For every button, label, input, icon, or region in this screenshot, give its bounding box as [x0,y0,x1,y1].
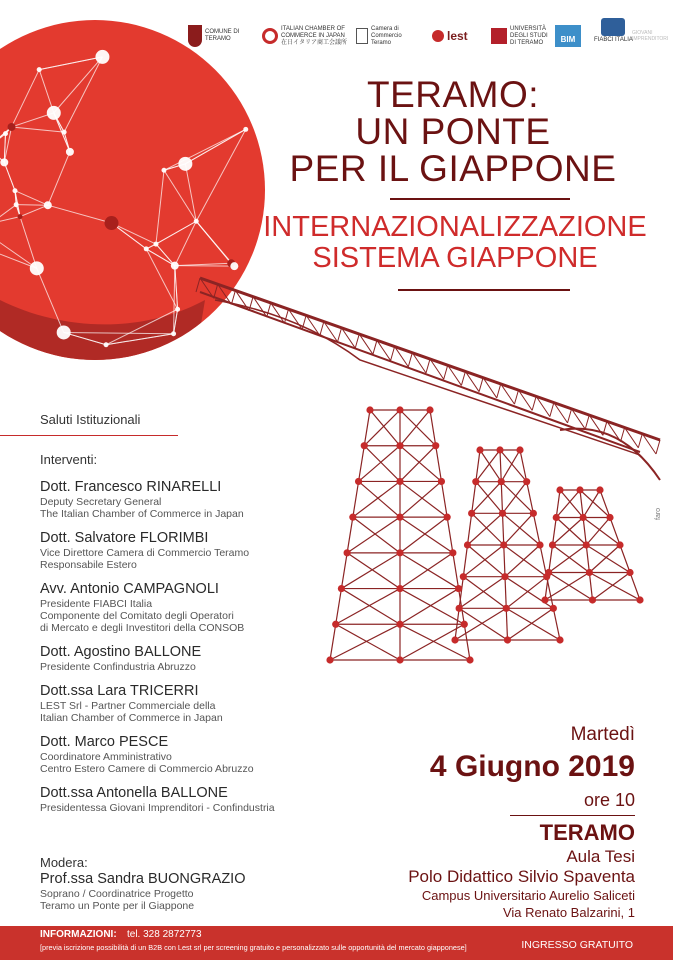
tower-node [496,446,503,453]
tower-node [616,541,623,548]
moderator-role: Soprano / Coordinatrice Progetto [40,888,194,900]
tower-brace [472,482,502,514]
tower-node [396,478,403,485]
truss-strut [550,403,554,417]
tower-brace [370,410,400,446]
event-address: Via Renato Balzarini, 1 [502,905,635,920]
tower-node [426,406,433,413]
title-line-1: TERAMO: [366,74,540,115]
tower-node [500,541,507,548]
tower-leg [620,545,630,573]
tower-leg [549,545,553,573]
tower-node [449,549,456,556]
tower-node [549,541,556,548]
tower-leg [589,573,592,601]
tower-leg [464,624,470,660]
tower-node [396,585,403,592]
network-line [175,266,235,267]
network-node [44,201,52,209]
tower-node [396,406,403,413]
tower-leg [553,518,557,546]
speaker-name: Dott. Salvatore FLORIMBI [40,530,209,546]
tower-brace [586,545,630,573]
tower-node [596,486,603,493]
subtitle [255,212,655,274]
truss-strut [479,378,483,392]
tower-leg [580,490,583,518]
bridge-towers [330,410,640,660]
event-room: Aula Tesi [566,847,635,866]
event-time: ore 10 [583,790,635,810]
speaker-role: LEST Srl - Partner Commerciale della [40,700,216,712]
tower-node [550,605,557,612]
tower-node [444,514,451,521]
chamber-logo-icon [262,28,278,44]
tower-node [396,621,403,628]
truss-strut [514,390,518,404]
tower-node [504,636,511,643]
tower-node [472,478,479,485]
truss-strut [320,322,324,336]
tower-node [498,478,505,485]
truss-strut [231,290,235,304]
tower-brace [468,513,503,545]
tower-node [396,442,403,449]
tower-brace [586,518,610,546]
truss-strut [284,309,288,323]
speaker-name: Dott.ssa Antonella BALLONE [40,785,228,801]
network-node [175,307,180,312]
speaker-item [40,734,370,775]
tower-node [366,406,373,413]
lest-logo-icon [432,30,444,42]
tower-brace [459,577,505,609]
designer-mark: faro [655,507,662,520]
truss-strut [532,396,536,410]
network-node [171,262,179,270]
tower-node [476,446,483,453]
network-node [144,246,149,251]
speaker-role: Vice Direttore Camera di Commercio Teramo [40,547,250,559]
tower-node [580,514,587,521]
speaker-item [40,581,370,634]
tower-leg [506,608,507,640]
tower-leg [503,513,504,545]
bridge-truss [196,278,660,455]
speaker-item [40,530,370,571]
tower-brace [400,410,430,446]
network-node [105,216,119,230]
logo-universita: UNIVERSITÀ DEGLI STUDI DI TERAMO [491,18,548,54]
speaker-role: Italian Chamber of Commerce in Japan [40,712,223,724]
tower-node [501,573,508,580]
network-node [95,50,109,64]
network-node [30,261,44,275]
network-node [161,168,166,173]
speaker-name: Avv. Antonio CAMPAGNOLI [40,581,219,597]
truss-strut [355,334,359,348]
logo-fiabci: FIABCI ITALIA [594,18,633,54]
truss-strut [638,434,642,448]
university-logo-icon [491,28,507,44]
tower-node [499,510,506,517]
tower-node [523,478,530,485]
network-node [66,148,74,156]
tower-leg [468,513,472,545]
speaker-item [40,479,370,520]
tower-brace [549,545,587,573]
tower-leg [447,517,453,553]
speaker-role: di Mercato e degli Investitori della CONSOB [40,622,245,634]
network-node [230,262,238,270]
tower-leg [500,450,501,482]
title-divider [390,198,570,200]
tower-node [460,573,467,580]
tower-node [455,585,462,592]
tower-brace [476,482,503,514]
truss-strut [267,303,271,317]
tower-brace [583,490,600,518]
truss-strut [444,365,448,379]
tower-node [396,656,403,663]
speaker-name: Dott. Marco PESCE [40,734,169,750]
tower-leg [501,482,502,514]
tower-node [545,569,552,576]
tower-brace [400,446,441,482]
subtitle-line-1: INTERNAZIONALIZZAZIONE [263,211,647,243]
interventi-label: Interventi: [40,452,98,467]
tower-brace [553,518,584,546]
tower-brace [560,490,583,518]
tower-node [396,549,403,556]
speaker-role: Centro Estero Camere di Commercio Abruzzo [40,763,254,775]
speaker-role: Coordinatore Amministrativo [40,751,172,763]
subtitle-divider [398,289,570,291]
moderator [40,871,245,912]
camera-logo-icon [356,28,368,44]
speaker-item [40,644,370,673]
tower-node [583,541,590,548]
tower-brace [468,545,506,577]
title-line-2: UN PONTE [355,111,551,152]
network-node [13,188,18,193]
network-node [57,325,71,339]
info-label: INFORMAZIONI: [40,929,117,940]
truss-strut [497,384,501,398]
fiabci-logo-icon [601,18,625,36]
network-node [178,157,192,171]
tower-brace [472,513,504,545]
network-node [0,158,8,166]
truss-strut [568,409,572,423]
saluti-divider [0,435,178,436]
tower-node [456,605,463,612]
network-node [153,242,158,247]
modera-label: Modera: [40,855,88,870]
speaker-name: Dott. Agostino BALLONE [40,644,202,660]
network-node [171,331,176,336]
tower-node [576,486,583,493]
tower-node [589,596,596,603]
globe-graphic [0,20,265,368]
saluti-heading: Saluti Istituzionali [40,412,141,427]
truss-strut [408,353,412,367]
tower-brace [545,573,589,601]
tower-node [541,596,548,603]
info-phone: tel. 328 2872773 [127,929,202,940]
truss-strut [585,415,589,429]
footer-bar [0,926,673,960]
moderator-name: Prof.ssa Sandra BUONGRAZIO [40,871,246,887]
network-node [3,131,8,136]
tower-leg [472,482,476,514]
tower-node [606,514,613,521]
tower-node [432,442,439,449]
tower-node [503,605,510,612]
truss-strut [461,371,465,385]
tower-node [536,541,543,548]
event-date: 4 Giugno 2019 [429,750,635,783]
speaker-role: Responsabile Estero [40,559,137,571]
event-city: TERAMO [539,820,635,845]
speaker-role: Presidente Confindustria Abruzzo [40,661,196,673]
tower-leg [504,545,505,577]
truss-girder [215,300,640,455]
event-day: Martedì [570,724,635,745]
truss-strut [391,347,395,361]
network-node [104,342,109,347]
tower-node [556,486,563,493]
venue-divider [510,815,635,816]
tower-brace [359,446,400,482]
speaker-name: Dott.ssa Lara TRICERRI [40,683,199,699]
speaker-role: Deputy Secretary General [40,496,162,508]
tower-brace [463,545,503,577]
tower-brace [549,573,593,601]
logo-comune-teramo: COMUNE DI TERAMO [188,18,243,54]
tower-node [466,656,473,663]
tower-node [626,569,633,576]
tower-brace [589,573,640,601]
main-title [273,76,633,187]
event-building: Polo Didattico Silvio Spaventa [408,867,635,886]
tower-brace [553,545,590,573]
tower-node [464,541,471,548]
tower-leg [586,545,589,573]
truss-strut [338,328,342,342]
tower-node [361,442,368,449]
tower-node [516,446,523,453]
sponsor-logos [188,18,669,58]
title-line-3: PER IL GIAPPONE [289,148,617,189]
bim-logo-icon: BIM [555,25,581,47]
speaker-role: The Italian Chamber of Commerce in Japan [40,508,244,520]
network-node [47,106,61,120]
tower-node [530,510,537,517]
speaker-item [40,785,370,814]
network-node [14,202,19,207]
tower-node [451,636,458,643]
tower-leg [453,553,459,589]
tower-node [636,596,643,603]
network-node [18,214,23,219]
logo-camera-commercio: Camera di Commercio Teramo [356,18,419,54]
tower-node [461,621,468,628]
tower-node [396,514,403,521]
tower-leg [583,518,586,546]
tower-node [556,636,563,643]
moderator-role: Teramo un Ponte per il Giappone [40,900,195,912]
subtitle-line-2: SISTEMA GIAPPONE [312,242,598,274]
network-line [16,205,48,206]
tower-brace [480,450,501,482]
speaker-role: Presidente FIABCI Italia [40,598,153,610]
logo-lest: lest [432,18,468,54]
coat-of-arms-icon [188,25,202,47]
speaker-role: Componente del Comitato degli Operatori [40,610,234,622]
tower-brace [463,577,506,609]
tower-node [438,478,445,485]
free-entry: INGRESSO GRATUITO [521,939,633,951]
tower-node [468,510,475,517]
network-node [243,127,248,132]
truss-strut [621,428,625,442]
network-node [8,123,16,131]
speaker-name: Dott. Francesco RINARELLI [40,479,222,495]
tower-node [586,569,593,576]
footer-note: [previa iscrizione possibilità di un B2B con Lest srl per screening gratuito e personalizzato sulle opportunità del mercato giapponese] [40,943,467,952]
speaker-item [40,683,370,724]
tower-leg [359,446,365,482]
truss-strut [426,359,430,373]
logo-italian-chamber: ITALIAN CHAMBER OF COMMERCE IN JAPAN 在日イタリア商工会議所 [262,18,347,54]
logo-bim [555,18,581,54]
tower-brace [589,545,620,573]
tower-leg [463,545,467,577]
speaker-list [40,479,370,824]
tower-leg [553,608,560,640]
tower-brace [556,518,586,546]
network-node [62,130,67,135]
tower-leg [436,446,442,482]
network-node [37,67,42,72]
tower-leg [441,481,447,517]
event-campus: Campus Universitario Aurelio Saliceti [421,888,635,903]
tower-node [553,514,560,521]
tower-leg [505,577,506,609]
speaker-role: Presidentessa Giovani Imprenditori - Confindustria [40,802,275,814]
truss-strut [373,340,377,354]
logo-giovani-imprenditori: GIOVANI IMPRENDITORI [632,30,669,42]
truss-strut [656,440,660,454]
network-node [194,219,199,224]
